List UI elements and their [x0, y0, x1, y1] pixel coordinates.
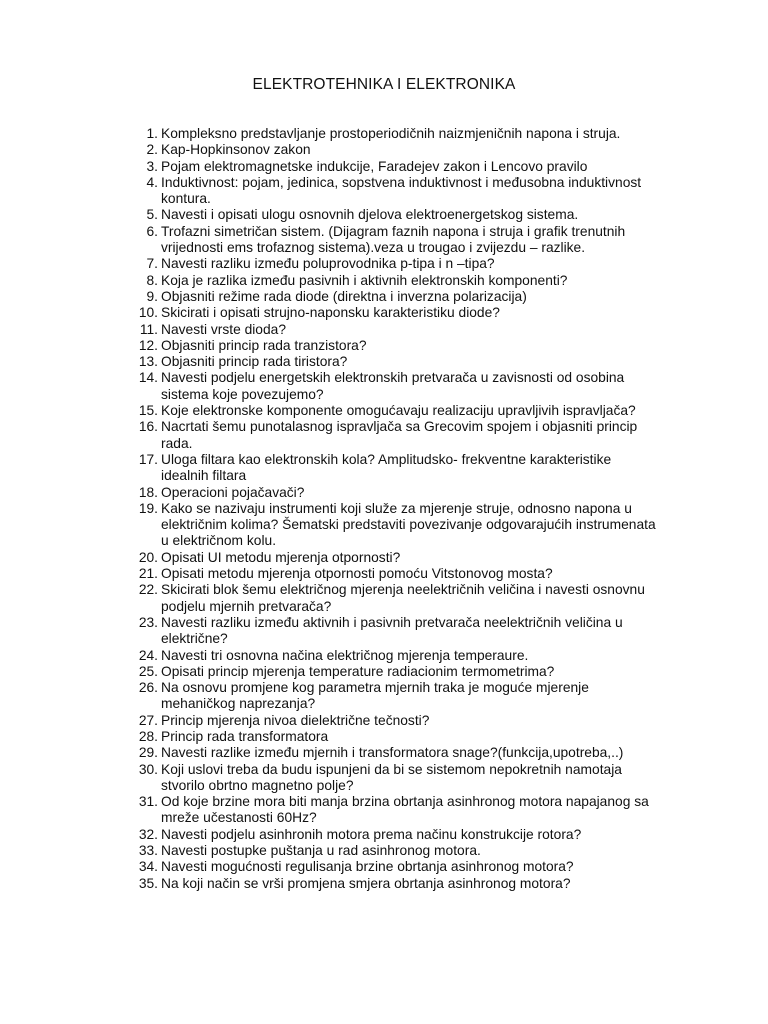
question-text: Uloga filtara kao elektronskih kola? Amplitudsko- frekventne karakteristike idealnih filtara — [161, 451, 612, 484]
question-number: 26. — [138, 680, 158, 696]
question-item — [132, 207, 692, 223]
question-text: Navesti razlike između mjernih i transformatora snage?(funkcija,upotreba,..) — [161, 745, 624, 761]
question-item — [132, 159, 692, 175]
question-text: Navesti podjelu energetskih elektronskih pretvarača u zavisnosti od osobina sistema koje povezujemo? — [161, 370, 625, 402]
question-number: 29. — [138, 745, 158, 761]
question-text: Koji uslovi treba da budu ispunjeni da bi se sistemom nepokretnih namotaja stvorilo obrtno magnetno polje? — [161, 761, 622, 793]
question-number: 10. — [138, 305, 158, 321]
question-text: Navesti razliku između aktivnih i pasivnih pretvarača neelektričnih veličina u električne? — [161, 614, 623, 647]
question-text: Princip rada transformatora — [161, 728, 329, 744]
question-item — [132, 843, 692, 859]
question-text: Opisati metodu mjerenja otpornosti pomoću Vitstonovog mosta? — [161, 566, 553, 582]
question-number: 27. — [138, 712, 158, 728]
question-number: 34. — [138, 859, 158, 875]
question-item — [132, 273, 692, 289]
question-text: Princip mjerenja nivoa dielektrične tečnosti? — [161, 712, 430, 728]
question-text: Na osnovu promjene kog parametra mjernih traka je moguće mjerenje mehaničkog naprezanja? — [161, 680, 589, 712]
question-item — [132, 582, 692, 615]
question-number: 13. — [138, 354, 158, 370]
question-number: 32. — [138, 826, 158, 842]
question-text: Koja je razlika između pasivnih i aktivnih elektronskih komponenti? — [161, 272, 568, 288]
question-item — [132, 664, 692, 680]
question-number: 4. — [146, 174, 158, 190]
question-item — [132, 550, 692, 566]
question-number: 5. — [146, 207, 158, 223]
question-number: 16. — [138, 419, 158, 435]
question-text: Navesti razliku između poluprovodnika p-tipa i n –tipa? — [161, 256, 495, 272]
question-text: Operacioni pojačavači? — [161, 484, 305, 500]
question-item — [132, 403, 692, 419]
question-text: Navesti postupke puštanja u rad asinhronog motora. — [161, 843, 481, 859]
question-text: Navesti i opisati ulogu osnovnih djelova elektroenergetskog sistema. — [161, 207, 579, 223]
question-item — [132, 322, 692, 338]
question-item — [132, 745, 692, 761]
document-title: ELEKTROTEHNIKA I ELEKTRONIKA — [252, 76, 516, 93]
question-item — [132, 338, 692, 354]
question-number: 22. — [138, 582, 158, 598]
question-item — [132, 142, 692, 158]
question-text: Objasniti princip rada tiristora? — [161, 354, 348, 370]
question-item — [132, 876, 692, 892]
question-number: 7. — [146, 256, 158, 272]
question-text: Kako se nazivaju instrumenti koji služe za mjerenje struje, odnosno napona u električnim kolima? Šematski predstaviti povezivanje odgovarajućih instrumenata u električnom kolu. — [161, 500, 656, 549]
question-number: 6. — [146, 223, 158, 239]
question-text: Skicirati i opisati strujno-naponsku karakteristiku diode? — [161, 305, 500, 321]
question-item — [132, 794, 692, 827]
question-number: 19. — [138, 500, 158, 516]
question-item — [132, 827, 692, 843]
question-text: Od koje brzine mora biti manja brzina obrtanja asinhronog motora napajanog sa mreže učestanosti 60Hz? — [161, 794, 649, 826]
question-item — [132, 729, 692, 745]
question-text: Trofazni simetričan sistem. (Dijagram faznih napona i struja i grafik trenutnih vrijednosti ems trofaznog sistema).veza u trougao i zvijezdu – razlike. — [161, 223, 626, 256]
question-item — [132, 289, 692, 305]
question-number: 24. — [138, 647, 158, 663]
question-item — [132, 566, 692, 582]
question-item — [132, 859, 692, 875]
question-number: 31. — [138, 794, 158, 810]
question-text: Pojam elektromagnetske indukcije, Faradejev zakon i Lencovo pravilo — [161, 158, 588, 174]
question-item — [132, 354, 692, 370]
question-item — [132, 126, 692, 142]
question-item — [132, 501, 692, 550]
question-item — [132, 680, 692, 713]
question-number: 8. — [146, 272, 158, 288]
question-text: Opisati princip mjerenja temperature radiacionim termometrima? — [161, 663, 555, 679]
question-item — [132, 713, 692, 729]
question-number: 33. — [138, 843, 158, 859]
question-item — [132, 305, 692, 321]
question-number: 9. — [146, 288, 158, 304]
question-number: 1. — [146, 126, 158, 141]
question-item — [132, 762, 692, 795]
question-number: 18. — [138, 484, 158, 500]
question-text: Navesti tri osnovna načina električnog mjerenja temperaure. — [161, 647, 529, 663]
question-item — [132, 175, 692, 208]
question-number: 20. — [138, 549, 158, 565]
question-text: Na koji način se vrši promjena smjera obrtanja asinhronog motora? — [161, 875, 571, 891]
question-item — [132, 419, 692, 452]
question-number: 35. — [138, 875, 158, 891]
question-text: Kompleksno predstavljanje prostoperiodičnih naizmjeničnih napona i struja. — [161, 126, 621, 141]
question-number: 15. — [138, 403, 158, 419]
question-text: Navesti vrste dioda? — [161, 321, 287, 337]
question-number: 25. — [138, 663, 158, 679]
question-text: Induktivnost: pojam, jedinica, sopstvena induktivnost i međusobna induktivnost kontura. — [161, 174, 642, 207]
question-item — [132, 648, 692, 664]
question-text: Navesti mogućnosti regulisanja brzine obrtanja asinhronog motora? — [161, 859, 574, 875]
question-text: Koje elektronske komponente omogućavaju realizaciju upravljivih ispravljača? — [161, 403, 636, 419]
question-item — [132, 485, 692, 501]
question-number: 3. — [146, 158, 158, 174]
question-number: 23. — [138, 614, 158, 630]
question-text: Objasniti princip rada tranzistora? — [161, 337, 367, 353]
question-number: 11. — [139, 321, 158, 337]
question-number: 30. — [138, 761, 158, 777]
question-item — [132, 256, 692, 272]
question-item — [132, 370, 692, 403]
question-item — [132, 615, 692, 648]
question-item — [132, 452, 692, 485]
question-number: 12. — [138, 337, 158, 353]
question-number: 21. — [138, 566, 158, 582]
question-text: Opisati UI metodu mjerenja otpornosti? — [161, 549, 401, 565]
question-list — [132, 126, 692, 892]
question-text: Kap-Hopkinsonov zakon — [161, 142, 311, 158]
question-number: 14. — [138, 370, 158, 386]
question-item — [132, 224, 692, 257]
question-text: Navesti podjelu asinhronih motora prema načinu konstrukcije rotora? — [161, 826, 582, 842]
question-number: 2. — [146, 142, 158, 158]
question-number: 17. — [138, 451, 158, 467]
question-number: 28. — [138, 728, 158, 744]
question-text: Nacrtati šemu punotalasnog ispravljača sa Grecovim spojem i objasniti princip rada. — [161, 419, 638, 451]
question-text: Objasniti režime rada diode (direktna i inverzna polarizacija) — [161, 288, 527, 304]
question-text: Skicirati blok šemu električnog mjerenja neelektričnih veličina i navesti osnovnu podjelu mjernih pretvarača? — [161, 582, 645, 614]
